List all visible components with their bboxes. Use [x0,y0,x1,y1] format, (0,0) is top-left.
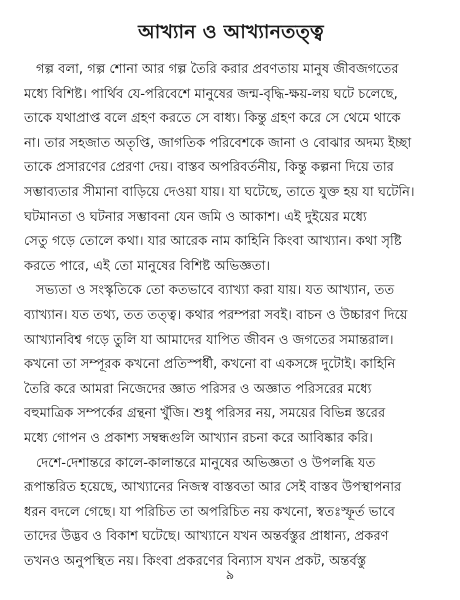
paragraph-1 [24,58,438,279]
text-line: ব্যাখ্যান। যত তথ্য, তত তত্ত্ব। কথার পরম্পরা সবই। বাচন ও উচ্চারণ দিয়ে [24,307,408,323]
text-line: ধরন বদলে গেছে। যা পরিচিত তা অপরিচিত নয় কখনো, স্বতঃস্ফূর্ত ভাবে [24,504,395,520]
text-line: গল্প বলা, গল্প শোনা আর গল্প তৈরি করার প্রবণতায় মানুষ জীবজগতের [36,62,399,77]
text-line: করতে পারে, এই তো মানুষের বিশিষ্ট অভিজ্ঞতা। [24,258,271,274]
text-line: সেতু গড়ে তোলে কথা। যার আরেক নাম কাহিনি কিংবা আখ্যান। কথা সৃষ্টি [24,234,402,250]
chapter-title: আখ্যান ও আখ্যানতত্ত্ব [138,21,324,43]
text-line: তাকে প্রসারণের প্রেরণা দেয়। বাস্তব অপরিবর্তনীয়, কিন্তু কল্পনা দিয়ে তার [24,160,394,176]
text-line: সম্ভাব্যতার সীমানা বাড়িয়ে দেওয়া যায়। যা ঘটেছে, তাতে যুক্ত হয় যা ঘটেনি। [24,184,415,200]
paragraph-3 [24,452,438,575]
text-line: মধ্যে বিশিষ্ট। পার্থিব যে-পরিবেশে মানুষের জন্ম-বৃদ্ধি-ক্ষয়-লয় ঘটে চলেছে, [24,86,398,102]
text-line: মধ্যে গোপন ও প্রকাশ্য সম্বন্ধগুলি আখ্যান রচনা করে আবিষ্কার করি। [24,430,373,446]
text-line: তখনও অনুপস্থিত নয়। কিংবা প্রকরণের বিন্যাস যখন প্রকট, অন্তর্বস্তু [24,553,367,569]
page-number: ৯ [225,568,235,583]
text-line: দেশে-দেশান্তরে কালে-কালান্তরে মানুষের অভিজ্ঞতা ও উপলব্ধি যত [36,455,376,471]
text-line: বহুমাত্রিক সম্পর্কের গ্রন্থনা খুঁজি। শুধু পরিসর নয়, সময়ের বিভিন্ন স্তরের [24,406,386,422]
text-line: কখনো তা সম্পূরক কখনো প্রতিস্পর্ধী, কখনো বা একসঙ্গে দুটোই। কাহিনি [24,357,396,373]
paragraph-2 [24,279,438,451]
text-line: ঘটমানতা ও ঘটনার সম্ভাবনা যেন জমি ও আকাশ। এই দুইয়ের মধ্যে [24,209,367,225]
text-line: তাকে যথাপ্রাপ্ত বলে গ্রহণ করতে সে বাধ্য। কিন্তু গ্রহণ করে সে থেমে থাকে [24,111,401,127]
text-line: রূপান্তরিত হয়েছে, আখ্যানের নিজস্ব বাস্তবতা আর সেই বাস্তব উপস্থাপনার [24,480,402,496]
text-line: সভ্যতা ও সংস্কৃতিকে তো কতভাবে ব্যাখ্যা করা যায়। যত আখ্যান, তত [36,283,395,299]
text-line: আখ্যানবিশ্ব গড়ে তুলি যা আমাদের যাপিত জীবন ও জগতের সমান্তরাল। [24,332,394,348]
text-line: না। তার সহজাত অতৃপ্তি, জাগতিক পরিবেশকে জানা ও বোঝার অদম্য ইচ্ছা [24,135,412,151]
text-line: তাদের উদ্ভব ও বিকাশ ঘটেছে। আখ্যানে যখন অন্তর্বস্তুর প্রাধান্য, প্রকরণ [24,529,389,545]
text-line: তৈরি করে আমরা নিজেদের জ্ঞাত পরিসর ও অজ্ঞাত পরিসরের মধ্যে [24,381,372,397]
